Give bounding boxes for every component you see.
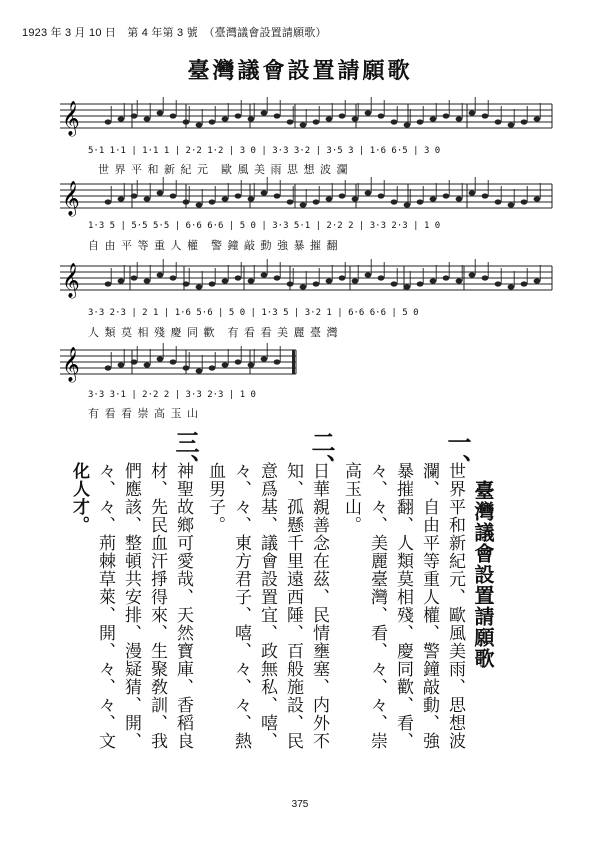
verse-2-line-5: 血男子。 [205,462,225,534]
page-header: 1923 年 3 月 10 日 第 4 年第 3 號 （臺灣議會設置請願歌） [22,27,327,39]
verse-2-line-3: 意爲基、議會設置宜、政無私、嘻、 [257,462,277,750]
score-row-1-numbers: 5·1 1·1 | 1·1 1 | 2·2 1·2 | 3 0 | 3·3 3·2 | 3·5 3 | 1·6 6·5 | 3 0 [88,146,441,156]
staff-2 [60,177,552,217]
staff-4 [60,343,296,383]
score-row-2-numbers: 1·3 5 | 5·5 5·5 | 6·6 6·6 | 5 0 | 3·3 5·1 | 2·2 2 | 3·3 2·3 | 1 0 [88,221,441,231]
verse-1-line-1: 世界平和新紀元、歐風美雨、思想波 [445,462,465,750]
verse-3-line-5: 化人才。 [69,462,89,534]
treble-clef-icon: 𝄞 [62,347,80,382]
verse-1-line-3: 暴摧翻、人類莫相殘、慶同歡、看、 [393,462,413,750]
score-row-4-lyrics: 有 看 看 崇 高 玉 山 [88,407,199,420]
staff-3 [60,259,552,299]
verse-1-line-4: 々、々、美麗臺灣、看、々、々、崇 [367,462,387,750]
treble-clef-icon: 𝄞 [62,181,80,216]
verse-3-line-3: 們應該、整頓共安排、漫疑猜、開、 [121,462,141,750]
page-number: 375 [291,799,309,810]
score-row-2-lyrics: 自 由 平 等 重 人 權 警 鐘 敲 動 強 暴 摧 翻 [88,239,339,252]
verse-1-line-2: 瀾、自由平等重人權、警鐘敲動、強 [419,462,439,750]
verse-3-mark: 三、 [171,430,200,478]
score-row-3-lyrics: 人 類 莫 相 殘 慶 同 歡 有 看 看 美 麗 臺 灣 [88,326,339,339]
verse-1-mark: 一、 [443,430,472,478]
verses-heading: 臺灣議會設置請願歌 [471,480,495,669]
treble-clef-icon: 𝄞 [62,263,80,298]
song-title: 臺灣議會設置請願歌 [187,58,413,84]
verse-2-mark: 二、 [307,430,336,478]
score-row-4-numbers: 3·3 3·1 | 2·2 2 | 3·3 2·3 | 1 0 [88,390,256,400]
score-row-1-lyrics: 世 界 平 和 新 紀 元 歐 風 美 雨 思 想 波 瀾 [98,163,349,176]
verse-3-line-4: 々、々、荊棘草萊、開、々、々、文 [95,462,115,750]
score-row-3-numbers: 3·3 2·3 | 2 1 | 1·6 5·6 | 5 0 | 1·3 5 | 3·2 1 | 6·6 6·6 | 5 0 [88,308,419,318]
verse-2-line-1: 日華親善念在茲、民情壅塞、内外不 [309,462,329,750]
verse-1-line-5: 高玉山。 [341,462,361,534]
staff-1 [60,97,552,137]
verse-3-line-1: 神聖故鄉可愛哉、天然寶庫、香稻良 [173,462,193,750]
verse-2-line-2: 知、孤懸千里遠西陲、百般施設、民 [283,462,303,750]
verse-2-line-4: 々、々、東方君子、嘻、々、々、熱 [231,462,251,750]
treble-clef-icon: 𝄞 [62,101,80,136]
verse-3-line-2: 材、先民血汗掙得來、生聚敎訓、我 [147,462,167,750]
